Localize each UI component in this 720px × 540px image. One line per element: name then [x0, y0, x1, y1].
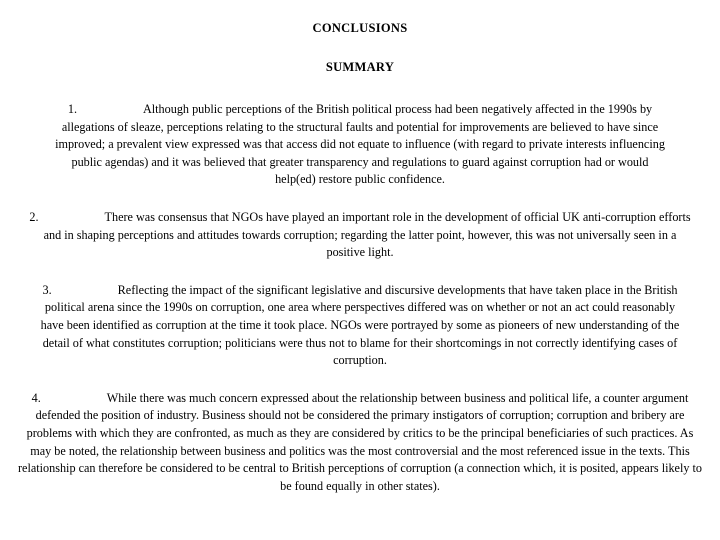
paragraph-text-1: Although public perceptions of the British political process had been negatively affected in the 1990s by allegations of sleaze, perceptions relating to the structural faults and potential for improvements are believed to have since improved; a prevalent view expressed was that access did not equate to influence (with regard to private interests influencing public agendas) and it was believed that greater transparency and regulations to guard against corruption had or would help(ed) restore public confidence. — [55, 102, 665, 187]
document-body — [0, 101, 720, 495]
paragraph-number-2: 2. — [29, 209, 39, 224]
paragraph-number-3: 3. — [42, 282, 52, 297]
numbered-paragraph-4 — [14, 390, 706, 496]
paragraph-text-4: While there was much concern expressed about the relationship between business and political life, a counter argument defended the position of industry. Business should not be considered the primary instigators of corruption; corruption and bribery are problems with which they are confronted, as much as they are considered by critics to be the principal beneficiaries of such practices. As may be noted, the relationship between business and politics was the most controversial and the most referenced issue in the texts. This relationship can therefore be considered to be central to British perceptions of corruption (a connection which, it is posited, appears likely to be found equally in other states). — [18, 390, 702, 493]
paragraph-text-3: Reflecting the impact of the significant legislative and discursive developments that have taken place in the British political arena since the 1990s on corruption, one area where perspectives differed was on whether or not an act could reasonably have been identified as corruption at the time it took place. NGOs were portrayed by some as pioneers of new understanding of the detail of what constitutes corruption; politicians were thus not to blame for their shortcomings in not correctly identifying cases of corruption. — [40, 282, 680, 368]
section-heading-summary: SUMMARY — [325, 60, 395, 74]
numbered-paragraph-1 — [14, 101, 706, 189]
numbered-paragraph-3 — [14, 282, 706, 370]
paragraph-number-1: 1. — [67, 102, 77, 116]
page-title: CONCLUSIONS — [312, 21, 408, 35]
paragraph-text-2: There was consensus that NGOs have played an important role in the development of official UK anti-corruption efforts and in shaping perceptions and attitudes towards corruption; regarding the latter point, however, this was not universally seen in a positive light. — [43, 209, 691, 260]
numbered-paragraph-2 — [14, 209, 706, 262]
paragraph-number-4: 4. — [31, 390, 41, 405]
